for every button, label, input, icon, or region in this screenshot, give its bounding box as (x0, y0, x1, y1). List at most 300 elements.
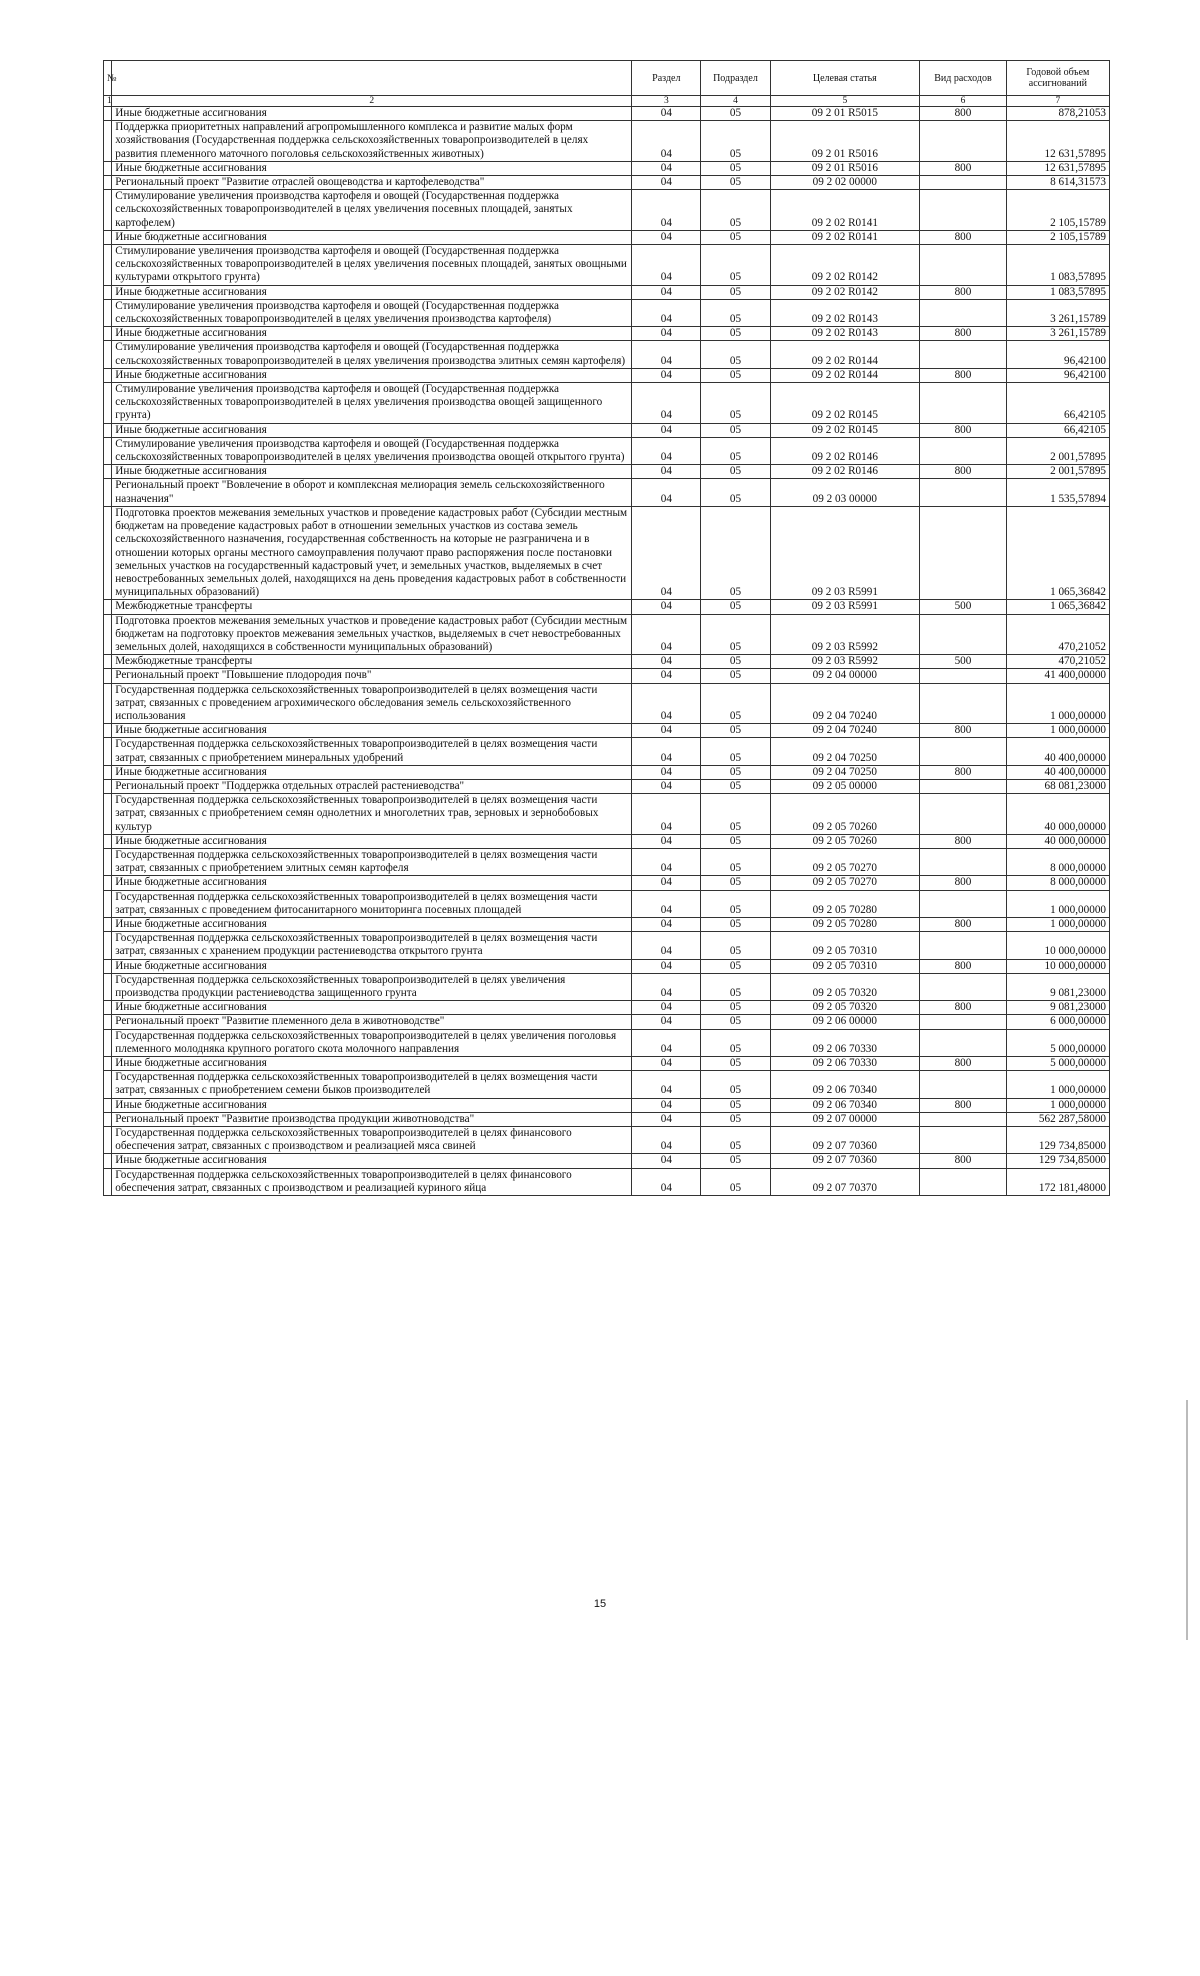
row-amount-cell: 562 287,58000 (1006, 1112, 1109, 1126)
row-number-cell (104, 1001, 112, 1015)
table-row (104, 383, 1110, 424)
row-amount-cell: 1 083,57895 (1006, 245, 1109, 286)
row-article-cell: 09 2 05 70270 (770, 876, 920, 890)
row-number-cell (104, 655, 112, 669)
row-subsection-cell: 05 (701, 655, 770, 669)
table-row (104, 368, 1110, 382)
row-section-cell: 04 (632, 765, 701, 779)
row-section-cell: 04 (632, 600, 701, 614)
row-article-cell: 09 2 02 R0146 (770, 465, 920, 479)
row-number-cell (104, 506, 112, 599)
row-expense-kind-cell: 800 (920, 917, 1007, 931)
row-expense-kind-cell (920, 973, 1007, 1000)
row-subsection-cell: 05 (701, 834, 770, 848)
row-section-cell: 04 (632, 285, 701, 299)
row-name-cell: Региональный проект "Вовлечение в оборот и комплексная мелиорация земель сельскохозяйственного назначения" (112, 479, 632, 506)
row-article-cell: 09 2 06 70340 (770, 1098, 920, 1112)
table-row (104, 834, 1110, 848)
row-section-cell: 04 (632, 341, 701, 368)
row-article-cell: 09 2 02 R0142 (770, 285, 920, 299)
row-expense-kind-cell (920, 245, 1007, 286)
row-article-cell: 09 2 03 R5991 (770, 600, 920, 614)
row-name-cell: Иные бюджетные ассигнования (112, 161, 632, 175)
row-subsection-cell: 05 (701, 1168, 770, 1195)
row-number-cell (104, 779, 112, 793)
row-section-cell: 04 (632, 848, 701, 875)
row-subsection-cell: 05 (701, 479, 770, 506)
row-name-cell: Иные бюджетные ассигнования (112, 285, 632, 299)
row-number-cell (104, 245, 112, 286)
row-article-cell: 09 2 07 00000 (770, 1112, 920, 1126)
table-row (104, 1029, 1110, 1056)
row-expense-kind-cell: 800 (920, 1098, 1007, 1112)
row-section-cell: 04 (632, 1057, 701, 1071)
row-number-cell (104, 1168, 112, 1195)
row-subsection-cell: 05 (701, 724, 770, 738)
row-amount-cell: 8 000,00000 (1006, 876, 1109, 890)
row-expense-kind-cell: 800 (920, 107, 1007, 121)
table-row (104, 655, 1110, 669)
row-amount-cell: 40 000,00000 (1006, 834, 1109, 848)
row-section-cell: 04 (632, 655, 701, 669)
row-name-cell: Стимулирование увеличения производства картофеля и овощей (Государственная поддержка сельскохозяйственных товаропроизводителей в целях увеличения производства овощей открытого грунта) (112, 437, 632, 464)
column-index: 6 (920, 96, 1007, 107)
row-expense-kind-cell: 800 (920, 1154, 1007, 1168)
row-amount-cell: 40 400,00000 (1006, 765, 1109, 779)
row-number-cell (104, 738, 112, 765)
row-name-cell: Иные бюджетные ассигнования (112, 917, 632, 931)
row-section-cell: 04 (632, 890, 701, 917)
row-expense-kind-cell: 800 (920, 161, 1007, 175)
row-number-cell (104, 230, 112, 244)
row-subsection-cell: 05 (701, 341, 770, 368)
row-section-cell: 04 (632, 107, 701, 121)
row-section-cell: 04 (632, 176, 701, 190)
table-row (104, 614, 1110, 655)
row-number-cell (104, 465, 112, 479)
header-expense-kind: Вид расходов (920, 61, 1007, 96)
row-number-cell (104, 1071, 112, 1098)
table-row (104, 465, 1110, 479)
row-name-cell: Стимулирование увеличения производства картофеля и овощей (Государственная поддержка сельскохозяйственных товаропроизводителей в целях увеличения посевных площадей, занятых овощными культурами открытого грунта) (112, 245, 632, 286)
row-name-cell: Стимулирование увеличения производства картофеля и овощей (Государственная поддержка сельскохозяйственных товаропроизводителей в целях увеличения посевных площадей, занятых картофелем) (112, 190, 632, 231)
row-expense-kind-cell: 800 (920, 959, 1007, 973)
table-row (104, 176, 1110, 190)
row-number-cell (104, 834, 112, 848)
row-name-cell: Государственная поддержка сельскохозяйственных товаропроизводителей в целях увеличения поголовья племенного молодняка крупного рогатого скота молочного направления (112, 1029, 632, 1056)
row-amount-cell: 9 081,23000 (1006, 1001, 1109, 1015)
row-expense-kind-cell: 800 (920, 327, 1007, 341)
row-expense-kind-cell (920, 341, 1007, 368)
row-subsection-cell: 05 (701, 368, 770, 382)
row-expense-kind-cell (920, 779, 1007, 793)
row-section-cell: 04 (632, 1001, 701, 1015)
row-amount-cell: 3 261,15789 (1006, 299, 1109, 326)
row-name-cell: Государственная поддержка сельскохозяйственных товаропроизводителей в целях увеличения производства продукции растениеводства защищенного грунта (112, 973, 632, 1000)
row-section-cell: 04 (632, 423, 701, 437)
row-article-cell: 09 2 03 R5992 (770, 655, 920, 669)
row-expense-kind-cell: 800 (920, 834, 1007, 848)
row-subsection-cell: 05 (701, 917, 770, 931)
table-row (104, 506, 1110, 599)
row-article-cell: 09 2 02 R0142 (770, 245, 920, 286)
row-number-cell (104, 765, 112, 779)
row-subsection-cell: 05 (701, 765, 770, 779)
row-name-cell: Государственная поддержка сельскохозяйственных товаропроизводителей в целях возмещения части затрат, связанных с приобретением семени быков производителей (112, 1071, 632, 1098)
row-subsection-cell: 05 (701, 245, 770, 286)
row-expense-kind-cell (920, 738, 1007, 765)
row-name-cell: Региональный проект "Развитие племенного дела в животноводстве" (112, 1015, 632, 1029)
header-subsection: Подраздел (701, 61, 770, 96)
row-article-cell: 09 2 05 70310 (770, 959, 920, 973)
row-article-cell: 09 2 07 70360 (770, 1154, 920, 1168)
table-row (104, 669, 1110, 683)
row-section-cell: 04 (632, 368, 701, 382)
row-number-cell (104, 383, 112, 424)
row-subsection-cell: 05 (701, 669, 770, 683)
row-subsection-cell: 05 (701, 779, 770, 793)
row-section-cell: 04 (632, 1098, 701, 1112)
row-subsection-cell: 05 (701, 1127, 770, 1154)
row-number-cell (104, 932, 112, 959)
row-subsection-cell: 05 (701, 121, 770, 162)
row-amount-cell: 2 105,15789 (1006, 230, 1109, 244)
row-section-cell: 04 (632, 299, 701, 326)
row-article-cell: 09 2 06 70330 (770, 1057, 920, 1071)
row-subsection-cell: 05 (701, 506, 770, 599)
row-number-cell (104, 683, 112, 724)
row-amount-cell: 96,42100 (1006, 341, 1109, 368)
table-row (104, 1001, 1110, 1015)
row-section-cell: 04 (632, 876, 701, 890)
row-number-cell (104, 423, 112, 437)
row-article-cell: 09 2 05 00000 (770, 779, 920, 793)
table-row (104, 190, 1110, 231)
row-amount-cell: 96,42100 (1006, 368, 1109, 382)
row-expense-kind-cell: 800 (920, 1001, 1007, 1015)
row-number-cell (104, 1015, 112, 1029)
row-article-cell: 09 2 01 R5016 (770, 121, 920, 162)
row-number-cell (104, 1098, 112, 1112)
row-subsection-cell: 05 (701, 465, 770, 479)
row-name-cell: Иные бюджетные ассигнования (112, 959, 632, 973)
row-amount-cell: 129 734,85000 (1006, 1127, 1109, 1154)
row-article-cell: 09 2 02 R0146 (770, 437, 920, 464)
row-amount-cell: 66,42105 (1006, 423, 1109, 437)
table-row (104, 876, 1110, 890)
row-name-cell: Государственная поддержка сельскохозяйственных товаропроизводителей в целях возмещения части затрат, связанных с приобретением минеральных удобрений (112, 738, 632, 765)
row-amount-cell: 1 000,00000 (1006, 724, 1109, 738)
row-name-cell: Иные бюджетные ассигнования (112, 423, 632, 437)
row-name-cell: Иные бюджетные ассигнования (112, 876, 632, 890)
row-article-cell: 09 2 03 R5992 (770, 614, 920, 655)
row-subsection-cell: 05 (701, 1154, 770, 1168)
row-section-cell: 04 (632, 1071, 701, 1098)
table-row (104, 230, 1110, 244)
row-amount-cell: 470,21052 (1006, 614, 1109, 655)
row-name-cell: Региональный проект "Поддержка отдельных отраслей растениеводства" (112, 779, 632, 793)
row-expense-kind-cell: 800 (920, 230, 1007, 244)
row-article-cell: 09 2 06 70330 (770, 1029, 920, 1056)
row-name-cell: Поддержка приоритетных направлений агропромышленного комплекса и развитие малых форм хозяйствования (Государственная поддержка сельскохозяйственных товаропроизводителей в целях развития племенного маточного поголовья сельскохозяйственных животных) (112, 121, 632, 162)
row-subsection-cell: 05 (701, 230, 770, 244)
row-expense-kind-cell (920, 932, 1007, 959)
row-name-cell: Иные бюджетные ассигнования (112, 107, 632, 121)
row-number-cell (104, 327, 112, 341)
row-name-cell: Подготовка проектов межевания земельных участков и проведение кадастровых работ (Субсидии местным бюджетам на проведение кадастровых работ в отношении земельных участков из состава земель сельскохозяйственного назначения, государственная собственность на которые не разграничена и в отношении которых органы местного самоуправления получают право распоряжения после постановки земельных участков на государственный кадастровый учет, и земельных участков, выделяемых в счет невостребованных земельных долей, находящихся на день проведения кадастровых работ в собственности муниципальных образований) (112, 506, 632, 599)
budget-allocation-table (103, 60, 1110, 1196)
row-expense-kind-cell (920, 1168, 1007, 1195)
table-row (104, 932, 1110, 959)
row-expense-kind-cell: 800 (920, 423, 1007, 437)
row-amount-cell: 2 105,15789 (1006, 190, 1109, 231)
row-article-cell: 09 2 02 R0145 (770, 383, 920, 424)
row-article-cell: 09 2 01 R5016 (770, 161, 920, 175)
row-subsection-cell: 05 (701, 423, 770, 437)
row-name-cell: Государственная поддержка сельскохозяйственных товаропроизводителей в целях возмещения части затрат, связанных с приобретением семян однолетних и многолетних трав, зерновых и зернобобовых культур (112, 794, 632, 835)
row-subsection-cell: 05 (701, 176, 770, 190)
table-row (104, 107, 1110, 121)
row-expense-kind-cell (920, 121, 1007, 162)
row-article-cell: 09 2 05 70270 (770, 848, 920, 875)
row-expense-kind-cell (920, 1029, 1007, 1056)
row-amount-cell: 1 000,00000 (1006, 1071, 1109, 1098)
row-section-cell: 04 (632, 506, 701, 599)
row-number-cell (104, 161, 112, 175)
row-amount-cell: 172 181,48000 (1006, 1168, 1109, 1195)
table-row (104, 341, 1110, 368)
row-section-cell: 04 (632, 669, 701, 683)
row-section-cell: 04 (632, 959, 701, 973)
table-row (104, 738, 1110, 765)
row-expense-kind-cell (920, 1015, 1007, 1029)
row-subsection-cell: 05 (701, 383, 770, 424)
row-amount-cell: 1 083,57895 (1006, 285, 1109, 299)
row-expense-kind-cell: 800 (920, 876, 1007, 890)
row-number-cell (104, 285, 112, 299)
table-row (104, 765, 1110, 779)
row-section-cell: 04 (632, 230, 701, 244)
row-name-cell: Иные бюджетные ассигнования (112, 1057, 632, 1071)
row-amount-cell: 68 081,23000 (1006, 779, 1109, 793)
row-amount-cell: 1 535,57894 (1006, 479, 1109, 506)
row-expense-kind-cell (920, 683, 1007, 724)
row-subsection-cell: 05 (701, 1001, 770, 1015)
column-index: 3 (632, 96, 701, 107)
row-name-cell: Иные бюджетные ассигнования (112, 834, 632, 848)
row-section-cell: 04 (632, 121, 701, 162)
row-amount-cell: 8 000,00000 (1006, 848, 1109, 875)
row-amount-cell: 41 400,00000 (1006, 669, 1109, 683)
row-article-cell: 09 2 02 R0144 (770, 368, 920, 382)
row-name-cell: Стимулирование увеличения производства картофеля и овощей (Государственная поддержка сельскохозяйственных товаропроизводителей в целях увеличения производства овощей защищенного грунта) (112, 383, 632, 424)
column-index: 7 (1006, 96, 1109, 107)
row-name-cell: Иные бюджетные ассигнования (112, 368, 632, 382)
row-expense-kind-cell (920, 437, 1007, 464)
row-expense-kind-cell (920, 1071, 1007, 1098)
row-article-cell: 09 2 04 70250 (770, 738, 920, 765)
row-expense-kind-cell (920, 1127, 1007, 1154)
row-subsection-cell: 05 (701, 437, 770, 464)
table-row (104, 299, 1110, 326)
row-expense-kind-cell: 800 (920, 765, 1007, 779)
scan-edge-mark (1186, 1400, 1188, 1640)
table-row (104, 683, 1110, 724)
column-index: 5 (770, 96, 920, 107)
row-number-cell (104, 1112, 112, 1126)
row-amount-cell: 10 000,00000 (1006, 932, 1109, 959)
row-name-cell: Государственная поддержка сельскохозяйственных товаропроизводителей в целях возмещения части затрат, связанных с приобретением элитных семян картофеля (112, 848, 632, 875)
row-name-cell: Государственная поддержка сельскохозяйственных товаропроизводителей в целях возмещения части затрат, связанных с проведением агрохимического обследования земель сельскохозяйственного использования (112, 683, 632, 724)
row-name-cell: Иные бюджетные ассигнования (112, 230, 632, 244)
row-section-cell: 04 (632, 917, 701, 931)
row-name-cell: Стимулирование увеличения производства картофеля и овощей (Государственная поддержка сельскохозяйственных товаропроизводителей в целях увеличения производства картофеля) (112, 299, 632, 326)
row-section-cell: 04 (632, 161, 701, 175)
row-amount-cell: 8 614,31573 (1006, 176, 1109, 190)
row-section-cell: 04 (632, 683, 701, 724)
row-section-cell: 04 (632, 1154, 701, 1168)
row-number-cell (104, 368, 112, 382)
row-subsection-cell: 05 (701, 890, 770, 917)
row-amount-cell: 1 000,00000 (1006, 683, 1109, 724)
row-number-cell (104, 614, 112, 655)
row-section-cell: 04 (632, 245, 701, 286)
row-subsection-cell: 05 (701, 683, 770, 724)
row-expense-kind-cell: 800 (920, 1057, 1007, 1071)
row-name-cell: Иные бюджетные ассигнования (112, 1154, 632, 1168)
table-row (104, 600, 1110, 614)
row-subsection-cell: 05 (701, 1057, 770, 1071)
table-row (104, 1071, 1110, 1098)
table-row (104, 423, 1110, 437)
row-section-cell: 04 (632, 190, 701, 231)
table-row (104, 917, 1110, 931)
row-number-cell (104, 669, 112, 683)
column-index: 1 (104, 96, 112, 107)
row-name-cell: Межбюджетные трансферты (112, 600, 632, 614)
row-expense-kind-cell: 500 (920, 600, 1007, 614)
row-subsection-cell: 05 (701, 1071, 770, 1098)
row-amount-cell: 10 000,00000 (1006, 959, 1109, 973)
row-amount-cell: 1 000,00000 (1006, 890, 1109, 917)
row-section-cell: 04 (632, 1029, 701, 1056)
header-annual-allocation: Годовой объем ассигнований (1006, 61, 1109, 96)
row-section-cell: 04 (632, 738, 701, 765)
row-expense-kind-cell (920, 848, 1007, 875)
row-name-cell: Иные бюджетные ассигнования (112, 765, 632, 779)
table-row (104, 1168, 1110, 1195)
row-section-cell: 04 (632, 973, 701, 1000)
row-article-cell: 09 2 04 70240 (770, 724, 920, 738)
header-article: Целевая статья (770, 61, 920, 96)
row-expense-kind-cell (920, 794, 1007, 835)
row-number-cell (104, 437, 112, 464)
row-section-cell: 04 (632, 1127, 701, 1154)
row-amount-cell: 470,21052 (1006, 655, 1109, 669)
row-expense-kind-cell (920, 383, 1007, 424)
row-article-cell: 09 2 05 70310 (770, 932, 920, 959)
table-row (104, 327, 1110, 341)
row-subsection-cell: 05 (701, 107, 770, 121)
row-expense-kind-cell (920, 190, 1007, 231)
row-number-cell (104, 1029, 112, 1056)
row-name-cell: Государственная поддержка сельскохозяйственных товаропроизводителей в целях финансового обеспечения затрат, связанных с производством и реализацией куриного яйца (112, 1168, 632, 1195)
row-subsection-cell: 05 (701, 794, 770, 835)
row-article-cell: 09 2 02 R0143 (770, 327, 920, 341)
row-name-cell: Подготовка проектов межевания земельных участков и проведение кадастровых работ (Субсидии местным бюджетам на подготовку проектов межевания земельных участков, выделяемых в счет невостребованных земельных долей, находящихся в собственности муниципальных образований) (112, 614, 632, 655)
row-amount-cell: 3 261,15789 (1006, 327, 1109, 341)
row-name-cell: Государственная поддержка сельскохозяйственных товаропроизводителей в целях возмещения части затрат, связанных с проведением фитосанитарного мониторинга посевных площадей (112, 890, 632, 917)
row-name-cell: Государственная поддержка сельскохозяйственных товаропроизводителей в целях финансового обеспечения затрат, связанных с производством и реализацией мяса свиней (112, 1127, 632, 1154)
row-section-cell: 04 (632, 479, 701, 506)
row-article-cell: 09 2 03 R5991 (770, 506, 920, 599)
table-row (104, 479, 1110, 506)
row-number-cell (104, 176, 112, 190)
table-row (104, 437, 1110, 464)
row-article-cell: 09 2 07 70370 (770, 1168, 920, 1195)
row-number-cell (104, 917, 112, 931)
table-row (104, 1154, 1110, 1168)
row-amount-cell: 12 631,57895 (1006, 161, 1109, 175)
row-expense-kind-cell: 800 (920, 368, 1007, 382)
row-number-cell (104, 1127, 112, 1154)
row-article-cell: 09 2 05 70320 (770, 973, 920, 1000)
row-number-cell (104, 121, 112, 162)
row-section-cell: 04 (632, 932, 701, 959)
table-row (104, 848, 1110, 875)
row-expense-kind-cell (920, 669, 1007, 683)
row-amount-cell: 9 081,23000 (1006, 973, 1109, 1000)
row-amount-cell: 2 001,57895 (1006, 465, 1109, 479)
row-article-cell: 09 2 02 R0144 (770, 341, 920, 368)
row-name-cell: Иные бюджетные ассигнования (112, 1098, 632, 1112)
row-amount-cell: 5 000,00000 (1006, 1029, 1109, 1056)
column-index: 2 (112, 96, 632, 107)
row-section-cell: 04 (632, 437, 701, 464)
row-amount-cell: 2 001,57895 (1006, 437, 1109, 464)
row-subsection-cell: 05 (701, 738, 770, 765)
row-number-cell (104, 1154, 112, 1168)
row-number-cell (104, 724, 112, 738)
row-subsection-cell: 05 (701, 161, 770, 175)
row-amount-cell: 1 000,00000 (1006, 917, 1109, 931)
row-section-cell: 04 (632, 465, 701, 479)
table-row (104, 1057, 1110, 1071)
row-article-cell: 09 2 06 70340 (770, 1071, 920, 1098)
row-subsection-cell: 05 (701, 1029, 770, 1056)
row-subsection-cell: 05 (701, 190, 770, 231)
header-num: № (104, 61, 112, 96)
row-number-cell (104, 890, 112, 917)
row-name-cell: Государственная поддержка сельскохозяйственных товаропроизводителей в целях возмещения части затрат, связанных с хранением продукции растениеводства открытого грунта (112, 932, 632, 959)
row-number-cell (104, 1057, 112, 1071)
row-article-cell: 09 2 01 R5015 (770, 107, 920, 121)
table-row (104, 245, 1110, 286)
page-number: 15 (593, 1598, 607, 1610)
row-subsection-cell: 05 (701, 614, 770, 655)
row-amount-cell: 40 400,00000 (1006, 738, 1109, 765)
row-name-cell: Региональный проект "Повышение плодородия почв" (112, 669, 632, 683)
row-name-cell: Иные бюджетные ассигнования (112, 327, 632, 341)
row-subsection-cell: 05 (701, 876, 770, 890)
row-subsection-cell: 05 (701, 973, 770, 1000)
row-article-cell: 09 2 05 70280 (770, 917, 920, 931)
table-row (104, 890, 1110, 917)
row-section-cell: 04 (632, 614, 701, 655)
row-amount-cell: 1 000,00000 (1006, 1098, 1109, 1112)
row-article-cell: 09 2 06 00000 (770, 1015, 920, 1029)
row-name-cell: Иные бюджетные ассигнования (112, 465, 632, 479)
